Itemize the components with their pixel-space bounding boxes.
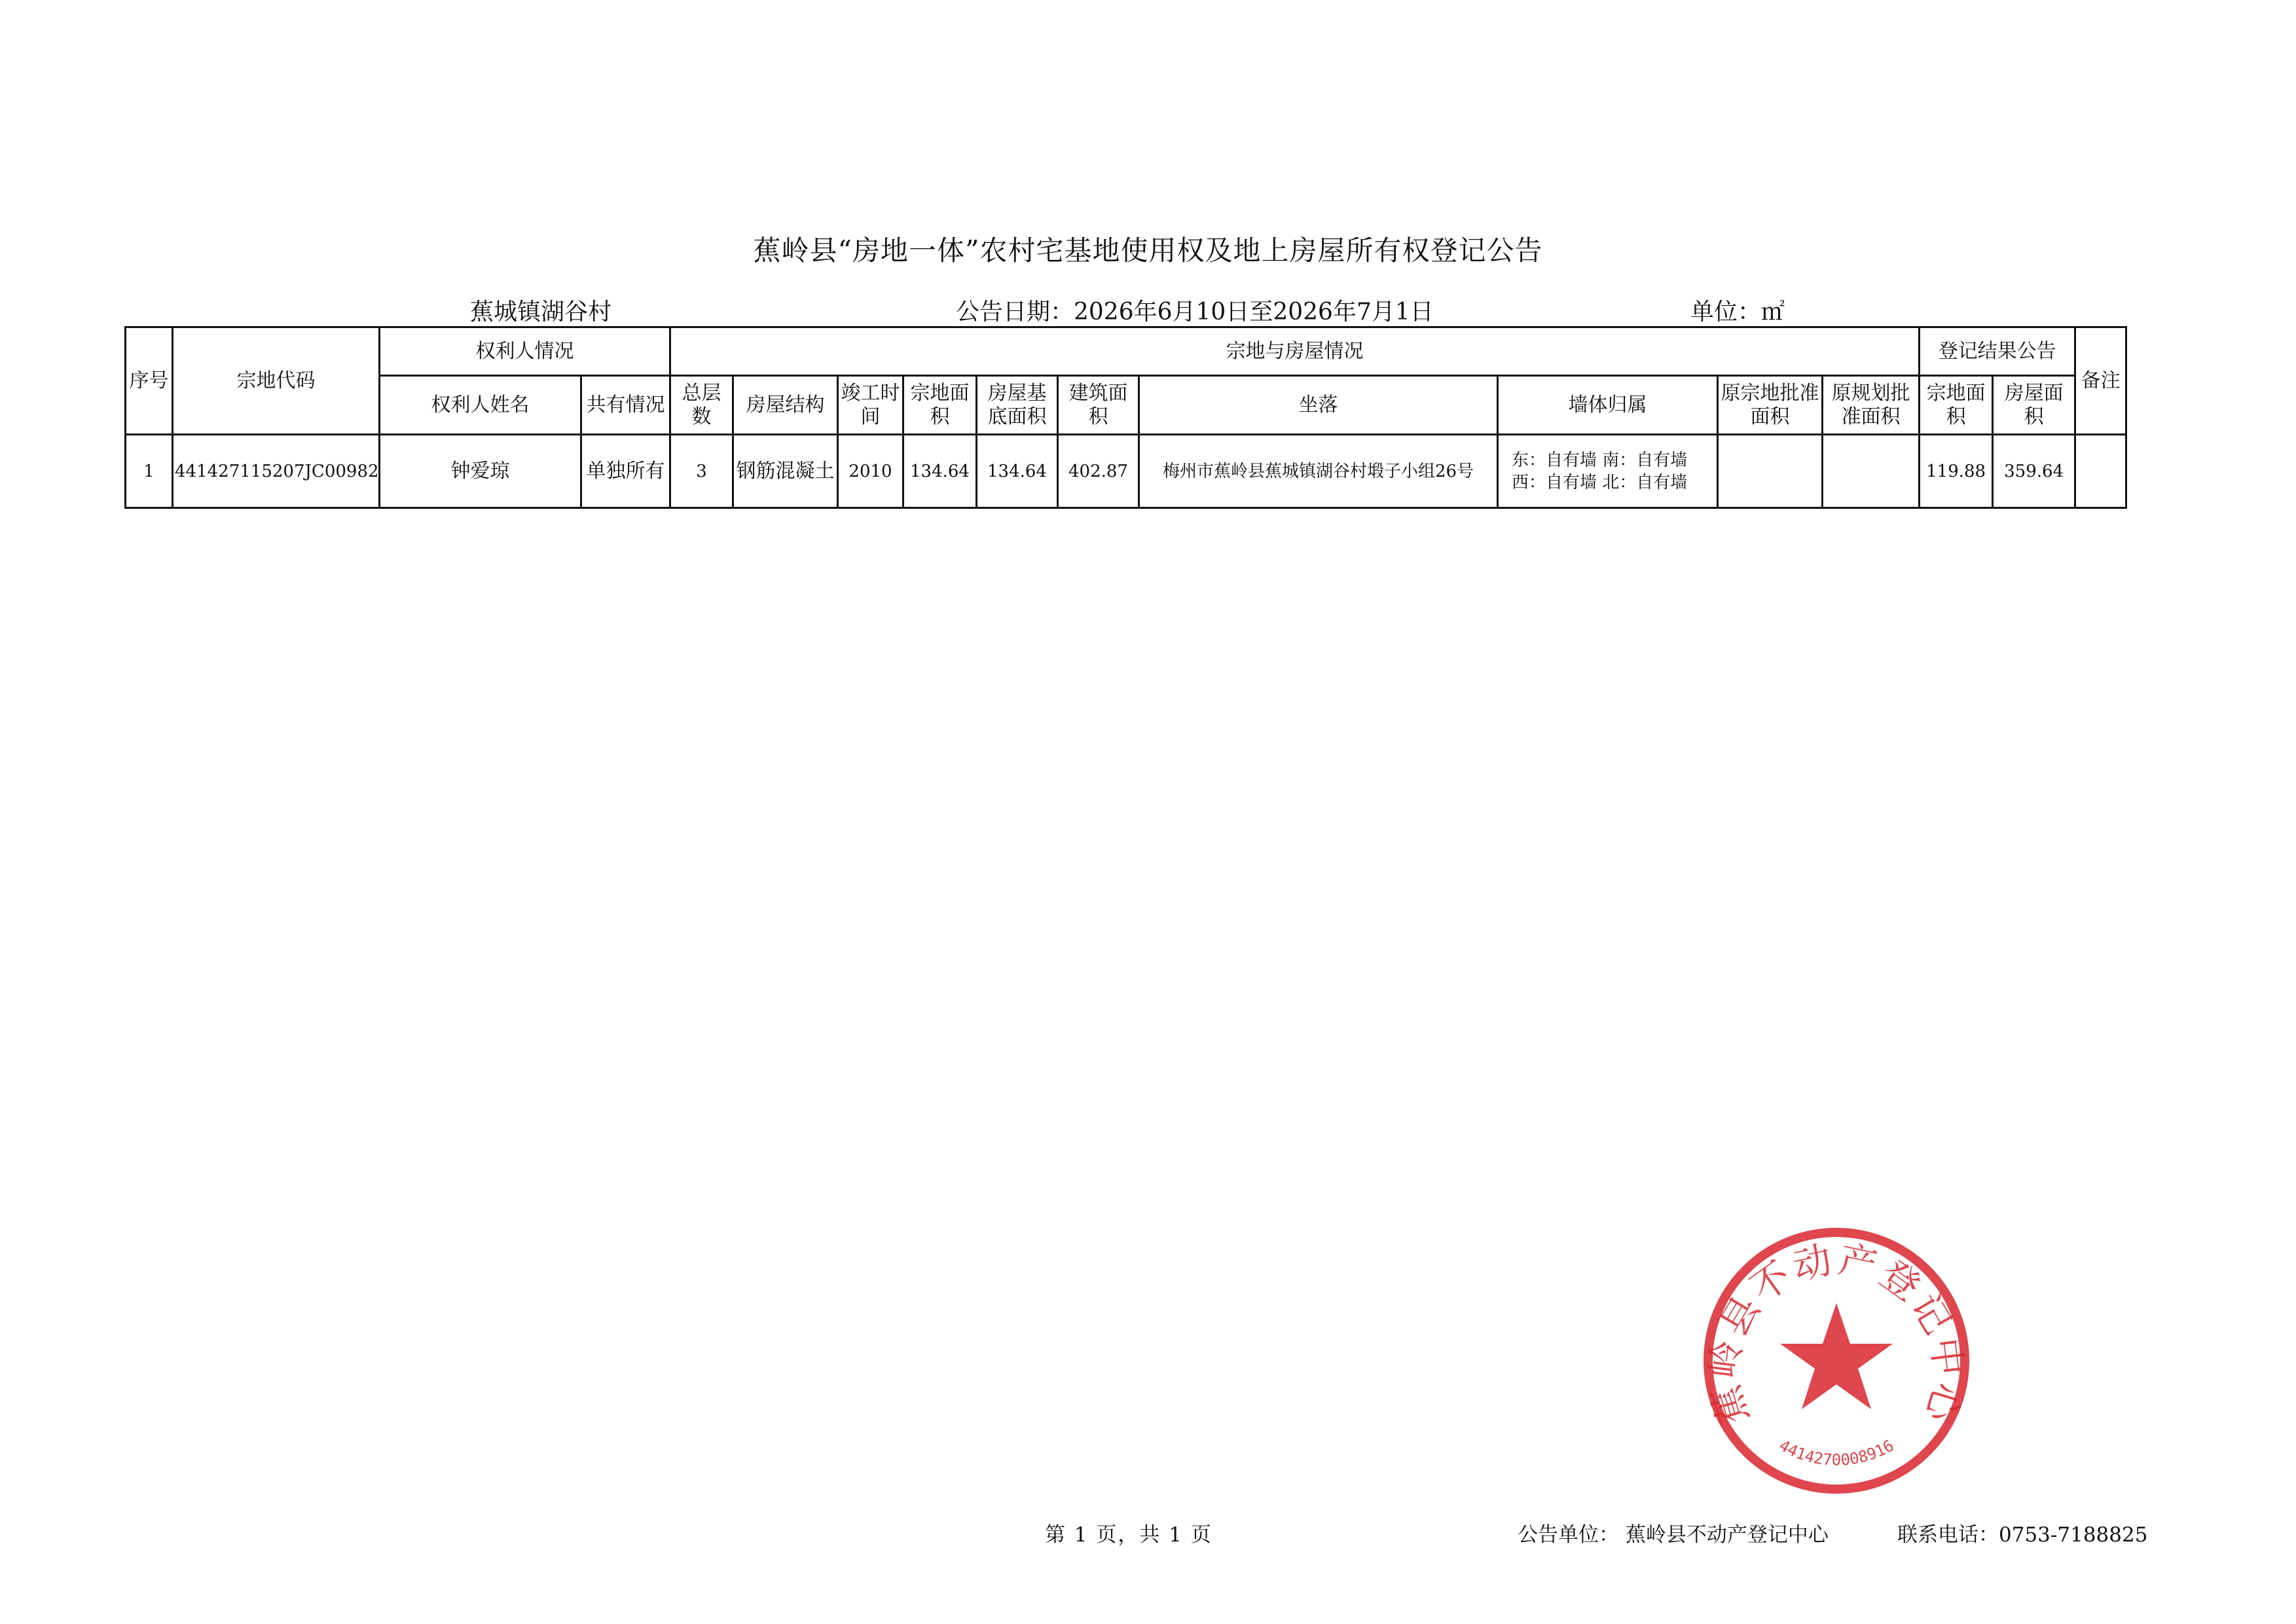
cell-completion: 2010 [838, 435, 903, 508]
header-land-area: 宗地面积 [903, 376, 977, 435]
header-remarks: 备注 [2075, 327, 2126, 435]
header-location: 坐落 [1139, 376, 1498, 435]
footer-phone: 联系电话：0753-7188825 [1897, 1523, 2148, 1547]
header-result-group: 登记结果公告 [1920, 327, 2075, 376]
header-result-house-area: 房屋面积 [1993, 376, 2075, 435]
cell-wall [1498, 435, 1718, 508]
header-owner-name: 权利人姓名 [380, 376, 581, 435]
header-base-area: 房屋基底面积 [977, 376, 1058, 435]
header-orig-land: 原宗地批准面积 [1718, 376, 1823, 435]
cell-owner-name: 钟爱琼 [380, 435, 581, 508]
registration-table [124, 326, 2127, 509]
cell-remarks [2075, 435, 2126, 508]
cell-seq: 1 [126, 435, 173, 508]
cell-location: 梅州市蕉岭县蕉城镇湖谷村塅子小组26号 [1139, 435, 1498, 508]
cell-result-house-area: 359.64 [1993, 435, 2075, 508]
table-row [126, 435, 2126, 508]
cell-floors: 3 [670, 435, 733, 508]
cell-build-area: 402.87 [1058, 435, 1139, 508]
footer-page-number: 第 1 页，共 1 页 [1045, 1523, 1212, 1547]
seal-name-arc: 蕉岭县不动产登记中心 [1701, 1236, 1972, 1430]
cell-parcel-code: 441427115207JC00982 [173, 435, 380, 508]
header-result-land-area: 宗地面积 [1920, 376, 1993, 435]
cell-base-area: 134.64 [977, 435, 1058, 508]
header-parcel-code: 宗地代码 [173, 327, 380, 435]
header-structure: 房屋结构 [733, 376, 838, 435]
header-floors: 总层数 [670, 376, 733, 435]
star-icon [1780, 1303, 1893, 1409]
cell-structure: 钢筋混凝土 [733, 435, 838, 508]
footer-publisher: 公告单位： 蕉岭县不动产登记中心 [1518, 1523, 1829, 1547]
wall-line-west-north: 西：自有墙 北：自有墙 [1512, 472, 1688, 492]
header-share: 共有情况 [581, 376, 670, 435]
header-seq: 序号 [126, 327, 173, 435]
page-title: 蕉岭县“房地一体”农村宅基地使用权及地上房屋所有权登记公告 [753, 234, 1543, 267]
header-orig-plan: 原规划批准面积 [1823, 376, 1920, 435]
header-owner-group: 权利人情况 [380, 327, 670, 376]
wall-line-east-south: 东：自有墙 南：自有墙 [1512, 450, 1688, 470]
cell-share: 单独所有 [581, 435, 670, 508]
header-land-house-group: 宗地与房屋情况 [670, 327, 1920, 376]
unit-label: 单位：㎡ [1690, 299, 1785, 325]
announce-date: 公告日期：2026年6月10日至2026年7月1日 [956, 299, 1434, 325]
cell-orig-land [1718, 435, 1823, 508]
cell-result-land-area: 119.88 [1920, 435, 1993, 508]
cell-land-area: 134.64 [903, 435, 977, 508]
header-wall: 墙体归属 [1498, 376, 1718, 435]
village-name: 蕉城镇湖谷村 [470, 299, 612, 325]
header-build-area: 建筑面积 [1058, 376, 1139, 435]
header-completion: 竣工时间 [838, 376, 903, 435]
seal-number-arc: 4414270008916 [1776, 1436, 1897, 1469]
official-seal [1699, 1223, 1974, 1498]
cell-orig-plan [1823, 435, 1920, 508]
